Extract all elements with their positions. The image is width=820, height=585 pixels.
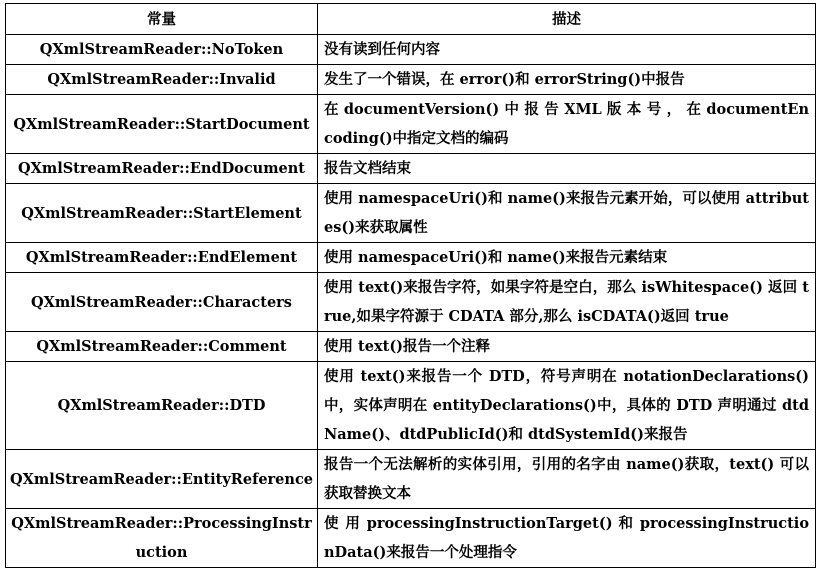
constant-cell: QXmlStreamReader::StartDocument <box>6 95 318 154</box>
description-cell: 发生了一个错误，在 error()和 errorString()中报告 <box>318 65 816 95</box>
constant-cell: QXmlStreamReader::EntityReference <box>6 450 318 509</box>
table-row <box>6 154 816 184</box>
table-row <box>6 362 816 450</box>
table-row <box>6 450 816 509</box>
table-row <box>6 184 816 243</box>
description-cell: 报告文档结束 <box>318 154 816 184</box>
constant-cell: QXmlStreamReader::ProcessingInstruction <box>6 509 318 568</box>
constant-cell: QXmlStreamReader::Comment <box>6 332 318 362</box>
constant-cell: QXmlStreamReader::NoToken <box>6 35 318 65</box>
header-constant: 常量 <box>6 4 318 35</box>
table-row <box>6 95 816 154</box>
table-row <box>6 65 816 95</box>
description-cell: 使用 text()来报告一个 DTD，符号声明在 notationDeclarations() 中，实体声明在 entityDeclarations()中，具体的 DTD 声明通过 dtdName()、dtdPublicId()和 dtdSystemId()来报告 <box>318 362 816 450</box>
description-cell: 在 documentVersion() 中 报 告 XML 版 本 号 ， 在 documentEncoding()中指定文档的编码 <box>318 95 816 154</box>
constant-cell: QXmlStreamReader::Invalid <box>6 65 318 95</box>
constant-cell: QXmlStreamReader::EndDocument <box>6 154 318 184</box>
description-cell: 使用 namespaceUri()和 name()来报告元素结束 <box>318 243 816 273</box>
constant-cell: QXmlStreamReader::EndElement <box>6 243 318 273</box>
constant-cell: QXmlStreamReader::StartElement <box>6 184 318 243</box>
description-cell: 使用 namespaceUri()和 name()来报告元素开始，可以使用 attributes()来获取属性 <box>318 184 816 243</box>
description-cell: 使 用 processingInstructionTarget() 和 processingInstructionData()来报告一个处理指令 <box>318 509 816 568</box>
table-header-row <box>6 4 816 35</box>
table-row <box>6 332 816 362</box>
table-row <box>6 273 816 332</box>
description-cell: 使用 text()来报告字符，如果字符是空白，那么 isWhitespace() 返回 true,如果字符源于 CDATA 部分,那么 isCDATA()返回 true <box>318 273 816 332</box>
constant-cell: QXmlStreamReader::Characters <box>6 273 318 332</box>
description-cell: 没有读到任何内容 <box>318 35 816 65</box>
description-cell: 使用 text()报告一个注释 <box>318 332 816 362</box>
table-row <box>6 509 816 568</box>
header-description: 描述 <box>318 4 816 35</box>
table-row <box>6 243 816 273</box>
description-cell: 报告一个无法解析的实体引用，引用的名字由 name()获取，text() 可以获取替换文本 <box>318 450 816 509</box>
constants-table-container <box>5 3 815 568</box>
table-row <box>6 35 816 65</box>
qxmlstreamreader-token-table <box>5 3 816 568</box>
constant-cell: QXmlStreamReader::DTD <box>6 362 318 450</box>
